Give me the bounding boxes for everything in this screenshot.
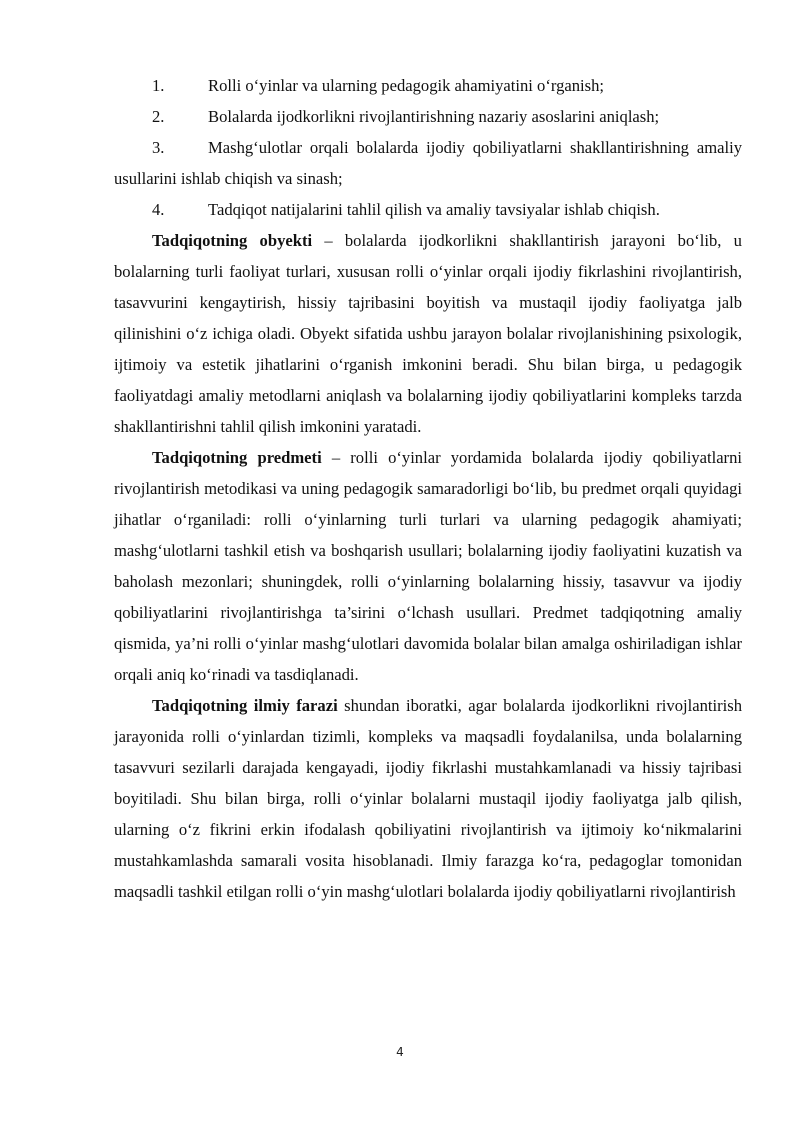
page-content: [114, 70, 742, 907]
page-number: 4: [396, 1045, 404, 1059]
paragraph-text: – bolalarda ijodkorlikni shakllantirish jarayoni bo‘lib, u bolalarning turli faoliyat turlari, xususan rolli o‘yinlar orqali ijodiy fikrlashini rivojlantirish, tasavvurini kengaytirish, hissiy tajribasini boyitish va mustaqil ijodiy faoliyatga jalb qilinishini o‘z ichiga oladi. Obyekt sifatida ushbu jarayon bolalar rivojlanishining psixologik, ijtimoiy va estetik jihatlarini o‘rganish imkonini beradi. Shu bilan birga, u pedagogik faoliyatdagi amaliy metodlarni aniqlash va bolalarning ijodiy qobiliyatlarini kompleks tarzda shakllantirishni tahlil qilish imkonini yaratadi.: [114, 231, 742, 436]
list-item-number: 3.: [152, 138, 165, 157]
list-item-text: Rolli o‘yinlar va ularning pedagogik ahamiyatini o‘rganish;: [208, 76, 605, 95]
list-item-number: 4.: [152, 200, 165, 219]
paragraph-term: Tadqiqotning predmeti: [152, 448, 322, 467]
list-item: [114, 70, 742, 101]
list-item-text: Mashg‘ulotlar orqali bolalarda ijodiy qobiliyatlarni shakllantirishning amaliy usullarini ishlab chiqish va sinash;: [114, 138, 742, 188]
paragraph-hypothesis: [114, 690, 742, 907]
paragraph-term: Tadqiqotning ilmiy farazi: [152, 696, 338, 715]
list-item-text: Tadqiqot natijalarini tahlil qilish va amaliy tavsiyalar ishlab chiqish.: [208, 200, 660, 219]
list-item-text: Bolalarda ijodkorlikni rivojlantirishning nazariy asoslarini aniqlash;: [208, 107, 660, 126]
paragraph-text: shundan iboratki, agar bolalarda ijodkorlikni rivojlantirish jarayonida rolli o‘yinlardan tizimli, kompleks va maqsadli foydalanilsa, unda bolalarning tasavvuri sezilarli darajada kengayadi, ijodiy fikrlashi mustahkamlanadi va hissiy tajribasi boyitiladi. Shu bilan birga, rolli o‘yinlar bolalarni mustaqil ijodiy faoliyatga jalb qilish, ularning o‘z fikrini erkin ifodalash qobiliyatini rivojlantirish va ijtimoiy ko‘nikmalarini mustahkamlashda samarali vosita hisoblanadi. Ilmiy farazga ko‘ra, pedagoglar tomonidan maqsadli tashkil etilgan rolli o‘yin mashg‘ulotlari bolalarda ijodiy qobiliyatlarni rivojlantirish: [114, 696, 742, 901]
paragraph-term: Tadqiqotning obyekti: [152, 231, 313, 250]
paragraph-text: – rolli o‘yinlar yordamida bolalarda ijodiy qobiliyatlarni rivojlantirish metodikasi va uning pedagogik samaradorligi bo‘lib, bu predmet orqali quyidagi jihatlar o‘rganiladi: rolli o‘yinlarning turli turlari va ularning pedagogik ahamiyati; mashg‘ulotlarni tashkil etish va boshqarish usullari; bolalarning ijodiy faoliyatini kuzatish va baholash mezonlari; shuningdek, rolli o‘yinlarning bolalarning hissiy, tasavvur va ijodiy qobiliyatlarini rivojlantirishga ta’sirini o‘lchash usullari. Predmet tadqiqotning amaliy qismida, ya’ni rolli o‘yinlar mashg‘ulotlari davomida bolalar bilan amalga oshiriladigan ishlar orqali aniq ko‘rinadi va tasdiqlanadi.: [114, 448, 742, 684]
list-item: [114, 194, 742, 225]
list-item: [114, 132, 742, 194]
list-item-number: 2.: [152, 107, 165, 126]
list-item: [114, 101, 742, 132]
paragraph-object: [114, 225, 742, 442]
list-item-number: 1.: [152, 76, 165, 95]
paragraph-subject: [114, 442, 742, 690]
